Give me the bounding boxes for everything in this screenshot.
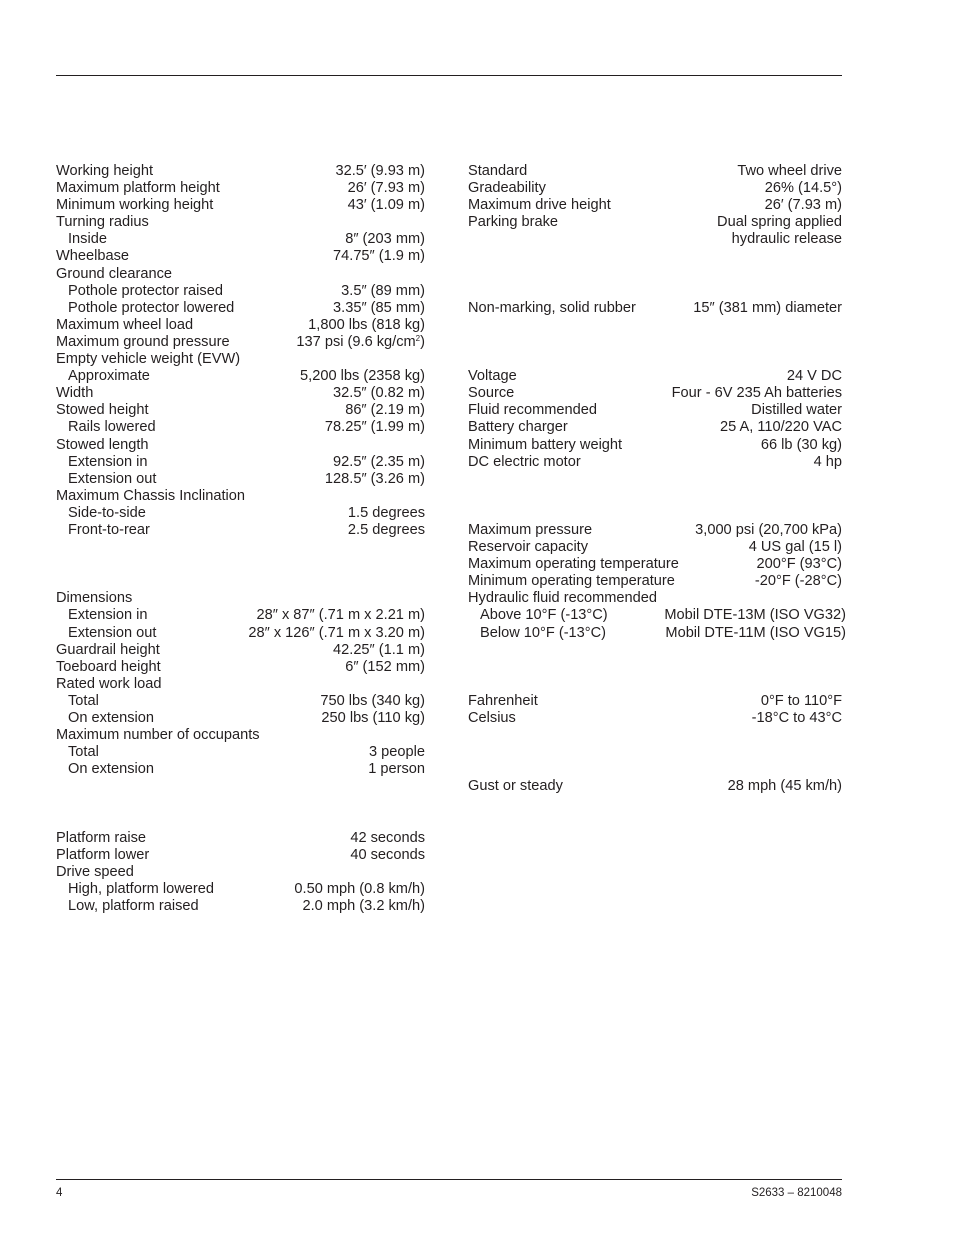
spec-label: Reservoir capacity	[468, 539, 589, 556]
platform-specs	[56, 590, 425, 778]
spec-label: Hydraulic fluid recommended	[468, 590, 657, 607]
spec-label: Total	[68, 692, 99, 709]
hydraulic-specs	[468, 522, 846, 642]
spec-label: Turning radius	[56, 214, 149, 231]
spec-row	[56, 402, 425, 419]
spec-label: Side-to-side	[68, 504, 146, 521]
spec-value: 5,200 lbs (2358 kg)	[300, 368, 425, 385]
spec-value: Mobil DTE-11M (ISO VG15)	[665, 624, 846, 641]
tire-specs	[468, 300, 842, 317]
spec-row	[56, 317, 425, 334]
spec-value: 24 V DC	[786, 368, 842, 385]
right-spec-column	[468, 163, 846, 796]
spec-value: 0°F to 110°F	[760, 692, 842, 709]
spec-row	[468, 539, 842, 556]
spec-label: Platform raise	[56, 829, 147, 846]
spec-label: Above 10°F (-13°C)	[480, 607, 608, 624]
spec-label: Extension out	[68, 624, 157, 641]
spec-label: Non-marking, solid rubber	[468, 299, 636, 316]
spec-label: Pothole protector raised	[68, 282, 223, 299]
spec-row	[56, 419, 425, 436]
spec-row	[56, 163, 425, 180]
spec-value: 66 lb (30 kg)	[760, 436, 842, 453]
spec-row	[56, 266, 425, 283]
spec-value: 26′ (7.93 m)	[764, 197, 842, 214]
spec-label: Battery charger	[468, 419, 568, 436]
spec-row	[56, 847, 425, 864]
spec-value: Mobil DTE-13M (ISO VG32)	[664, 607, 846, 624]
spec-value: 1.5 degrees	[347, 504, 425, 521]
spec-value: 750 lbs (340 kg)	[320, 692, 425, 709]
spec-label: Maximum Chassis Inclination	[56, 487, 245, 504]
spec-row	[468, 556, 842, 573]
spec-value: 4 hp	[813, 453, 842, 470]
spec-value: 3.35″ (85 mm)	[333, 299, 425, 316]
spec-label: Voltage	[468, 368, 517, 385]
spec-row	[56, 659, 425, 676]
spec-row	[56, 488, 425, 505]
spec-label: Stowed length	[56, 436, 149, 453]
spec-row	[56, 898, 425, 915]
spec-row	[468, 402, 842, 419]
spec-label: Empty vehicle weight (EVW)	[56, 351, 241, 368]
spec-value: 2.0 mph (3.2 km/h)	[302, 898, 425, 915]
spec-label: Maximum drive height	[468, 197, 611, 214]
spec-value: Dual spring applied	[717, 214, 842, 231]
spec-row	[56, 522, 425, 539]
spec-value: 8″ (203 mm)	[345, 231, 425, 248]
page-number: 4	[56, 1187, 63, 1199]
spec-value: 28″ x 126″ (.71 m x 3.20 m)	[248, 624, 425, 641]
spec-row	[468, 419, 842, 436]
spec-label: Platform lower	[56, 846, 150, 863]
spec-row	[56, 642, 425, 659]
spec-row	[468, 573, 842, 590]
spec-value: Four - 6V 235 Ah batteries	[671, 385, 842, 402]
spec-label: Dimensions	[56, 590, 133, 607]
spec-label: Maximum platform height	[56, 180, 220, 197]
spec-value: -20°F (-28°C)	[754, 573, 842, 590]
spec-label: Celsius	[468, 710, 516, 727]
spec-value: Distilled water	[751, 402, 842, 419]
spec-value: 250 lbs (110 kg)	[321, 710, 425, 727]
spec-value: 26′ (7.93 m)	[347, 180, 425, 197]
header-rule	[56, 75, 842, 76]
spec-label: Front-to-rear	[68, 521, 150, 538]
spec-label: Width	[56, 385, 94, 402]
spec-label: Stowed height	[56, 402, 149, 419]
spec-row	[56, 197, 425, 214]
spec-value: 42 seconds	[350, 829, 425, 846]
spec-value: 3.5″ (89 mm)	[341, 282, 425, 299]
spec-row	[468, 180, 842, 197]
spec-row	[56, 761, 425, 778]
spec-value: 25 A, 110/220 VAC	[720, 419, 842, 436]
spec-label: Drive speed	[56, 863, 134, 880]
spec-label: Maximum number of occupants	[56, 727, 260, 744]
spec-label: Standard	[468, 163, 528, 179]
speed-specs	[56, 830, 425, 915]
spec-row	[468, 385, 842, 402]
spec-value: 128.5″ (3.26 m)	[324, 470, 425, 487]
spec-row	[56, 385, 425, 402]
spec-row	[56, 590, 425, 607]
spec-row	[56, 283, 425, 300]
spec-label: Wheelbase	[56, 248, 130, 265]
spec-row	[56, 727, 425, 744]
spec-value: 2.5 degrees	[347, 521, 425, 538]
spec-label: Rails lowered	[68, 419, 156, 436]
spec-row	[56, 505, 425, 522]
spec-value: 78.25″ (1.99 m)	[324, 419, 425, 436]
drive-specs	[468, 163, 842, 248]
spec-row	[56, 693, 425, 710]
spec-row	[56, 710, 425, 727]
spec-row	[468, 300, 842, 317]
spec-label: Extension in	[68, 453, 148, 470]
spec-row	[468, 163, 842, 180]
spec-value: Two wheel drive	[737, 163, 842, 179]
spec-label: Approximate	[68, 368, 150, 385]
spec-value: 28″ x 87″ (.71 m x 2.21 m)	[256, 607, 425, 624]
spec-row	[56, 351, 425, 368]
spec-label: Low, platform raised	[68, 898, 199, 915]
spec-label: On extension	[68, 710, 154, 727]
spec-value: 42.25″ (1.1 m)	[333, 641, 425, 658]
spec-row	[56, 625, 425, 642]
spec-row	[468, 368, 842, 385]
spec-row	[56, 830, 425, 847]
spec-row	[56, 231, 425, 248]
spec-row	[56, 471, 425, 488]
spec-label: Gradeability	[468, 180, 546, 197]
spec-label: Source	[468, 385, 515, 402]
spec-row	[468, 197, 842, 214]
spec-label: High, platform lowered	[68, 880, 215, 897]
spec-value: 137 psi (9.6 $kg/cm^2$)	[296, 333, 425, 350]
footer-rule	[56, 1179, 842, 1180]
spec-label: Minimum working height	[56, 197, 214, 214]
machine-specs	[56, 163, 425, 539]
spec-row	[56, 437, 425, 454]
spec-label: Guardrail height	[56, 641, 160, 658]
spec-value: 28 mph (45 km/h)	[727, 778, 842, 795]
spec-value: 6″ (152 mm)	[345, 658, 425, 675]
spec-value: 1,800 lbs (818 kg)	[308, 316, 425, 333]
spec-value: 32.5′ (9.93 m)	[335, 163, 425, 179]
spec-row	[56, 368, 425, 385]
spec-label: Total	[68, 744, 99, 761]
spec-superscript: 2	[415, 333, 421, 343]
spec-row	[56, 248, 425, 265]
spec-label: Maximum ground pressure	[56, 333, 230, 350]
left-spec-column	[56, 163, 425, 915]
spec-label: Maximum wheel load	[56, 316, 194, 333]
electrical-specs	[468, 368, 842, 471]
spec-label: Pothole protector lowered	[68, 299, 235, 316]
spec-label: Minimum battery weight	[468, 436, 623, 453]
spec-row	[468, 625, 846, 642]
spec-label: Toeboard height	[56, 658, 161, 675]
spec-label: Maximum operating temperature	[468, 556, 679, 573]
spec-label: Below 10°F (-13°C)	[480, 624, 607, 641]
spec-value: 15″ (381 mm) diameter	[693, 299, 842, 316]
spec-row	[56, 300, 425, 317]
spec-label: Parking brake	[468, 214, 559, 231]
spec-label: Extension out	[68, 470, 157, 487]
spec-label: Working height	[56, 163, 154, 179]
spec-row	[56, 744, 425, 761]
spec-row	[56, 180, 425, 197]
spec-label: Gust or steady	[468, 778, 563, 795]
spec-row	[468, 590, 842, 607]
spec-value: 40 seconds	[350, 846, 425, 863]
spec-row	[468, 607, 846, 624]
spec-value: 200°F (93°C)	[756, 556, 842, 573]
spec-row	[468, 778, 842, 795]
spec-label: Inside	[68, 231, 107, 248]
spec-value: 43′ (1.09 m)	[347, 197, 425, 214]
spec-value: 1 person	[368, 761, 425, 778]
spec-value: 0.50 mph (0.8 km/h)	[294, 880, 425, 897]
spec-label: Rated work load	[56, 675, 162, 692]
spec-row	[56, 607, 425, 624]
spec-row	[56, 881, 425, 898]
spec-value: 86″ (2.19 m)	[345, 402, 425, 419]
spec-row	[468, 214, 842, 231]
spec-value: 74.75″ (1.9 m)	[333, 248, 425, 265]
spec-label: Ground clearance	[56, 265, 173, 282]
spec-value: hydraulic release	[731, 231, 842, 248]
spec-value: 3 people	[369, 744, 425, 761]
spec-row	[56, 214, 425, 231]
spec-row	[468, 437, 842, 454]
spec-row	[56, 454, 425, 471]
spec-value: -18°C to 43°C	[751, 710, 842, 727]
spec-label: On extension	[68, 761, 154, 778]
spec-label: Maximum pressure	[468, 522, 593, 539]
spec-value: 26% (14.5°)	[764, 180, 842, 197]
spec-row	[468, 454, 842, 471]
spec-value: 4 US gal (15 l)	[748, 539, 842, 556]
spec-row	[56, 864, 425, 881]
spec-row	[56, 334, 425, 351]
spec-value: 32.5″ (0.82 m)	[333, 385, 425, 402]
spec-row	[468, 522, 842, 539]
spec-label: Fluid recommended	[468, 402, 597, 419]
spec-row	[56, 676, 425, 693]
wind-specs	[468, 778, 842, 795]
spec-value: 92.5″ (2.35 m)	[333, 453, 425, 470]
spec-row	[468, 231, 842, 248]
spec-label: Fahrenheit	[468, 692, 538, 709]
spec-row	[468, 693, 842, 710]
spec-value: 3,000 psi (20,700 kPa)	[695, 522, 842, 539]
spec-label: DC electric motor	[468, 453, 581, 470]
temperature-specs	[468, 693, 842, 727]
spec-row	[468, 710, 842, 727]
document-id: S2633 – 8210048	[751, 1187, 842, 1199]
spec-label: Extension in	[68, 607, 148, 624]
spec-label: Minimum operating temperature	[468, 573, 675, 590]
